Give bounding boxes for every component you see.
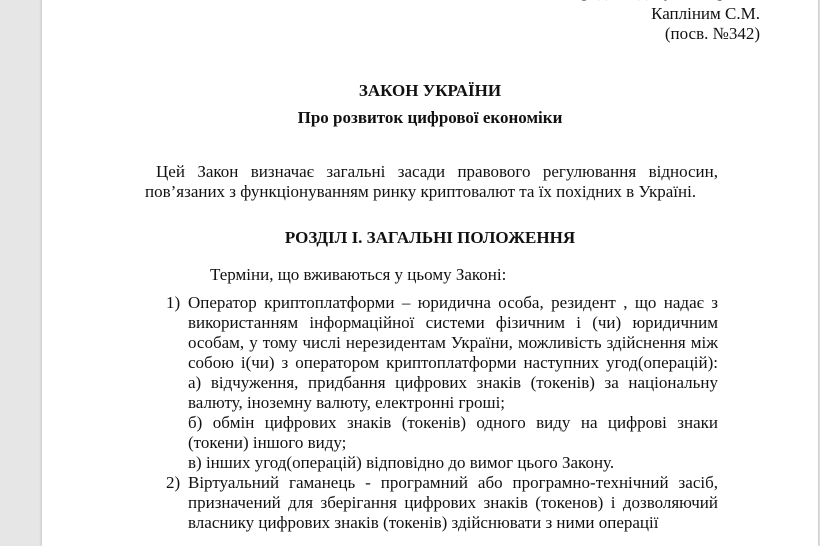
preamble-line-1: Цей Закон визначає загальні засади правового регулювання відносин, <box>156 162 718 181</box>
definition-line: особам, у тому числі нерезидентам України, можливість здійснення між <box>188 333 718 352</box>
definition-line: собою і(чи) з оператором криптоплатформи наступних угод(операцій): <box>188 353 718 372</box>
definition-line: Оператор криптоплатформи – юридична особа, резидент , що надає з <box>188 293 718 312</box>
definition-number: 2) <box>166 473 181 492</box>
definition-line: Віртуальний гаманець - програмний або програмно-технічний засіб, <box>188 473 718 492</box>
definition-number: 1) <box>166 293 181 312</box>
header-top-partial <box>562 0 757 2</box>
section-intro: Терміни, що вживаються у цьому Законі: <box>210 265 507 284</box>
document-page <box>42 0 818 546</box>
header-author: Капліним С.М. <box>651 4 760 23</box>
definition-line: валюту, іноземну валюту, електронні гроші; <box>188 393 506 412</box>
definition-line: призначений для зберігання цифрових знаків (токенов) і дозволяючий <box>188 493 718 512</box>
definition-line: б) обмін цифрових знаків (токенів) одного виду на цифрові знаки <box>188 413 718 432</box>
definition-line: власнику цифрових знаків (токенів) здійснювати з ними операції <box>188 513 659 532</box>
definition-line: (токени) іншого виду; <box>188 433 347 452</box>
law-subtitle: Про розвиток цифрової економіки <box>297 108 563 127</box>
definition-line: в) інших угод(операцій) відповідно до вимог цього Закону. <box>188 453 615 472</box>
law-title: ЗАКОН УКРАЇНИ <box>358 81 502 100</box>
definition-line: а) відчуження, придбання цифрових знаків (токенів) за національну <box>188 373 718 392</box>
section-heading: РОЗДІЛ І. ЗАГАЛЬНІ ПОЛОЖЕННЯ <box>284 228 576 247</box>
header-credential: (посв. №342) <box>664 24 760 43</box>
preamble-line-2: пов’язаних з функціонуванням ринку криптовалют та їх похідних в Україні. <box>145 182 697 201</box>
definition-line: використанням інформаційної системи фізичним і (чи) юридичним <box>188 313 718 332</box>
